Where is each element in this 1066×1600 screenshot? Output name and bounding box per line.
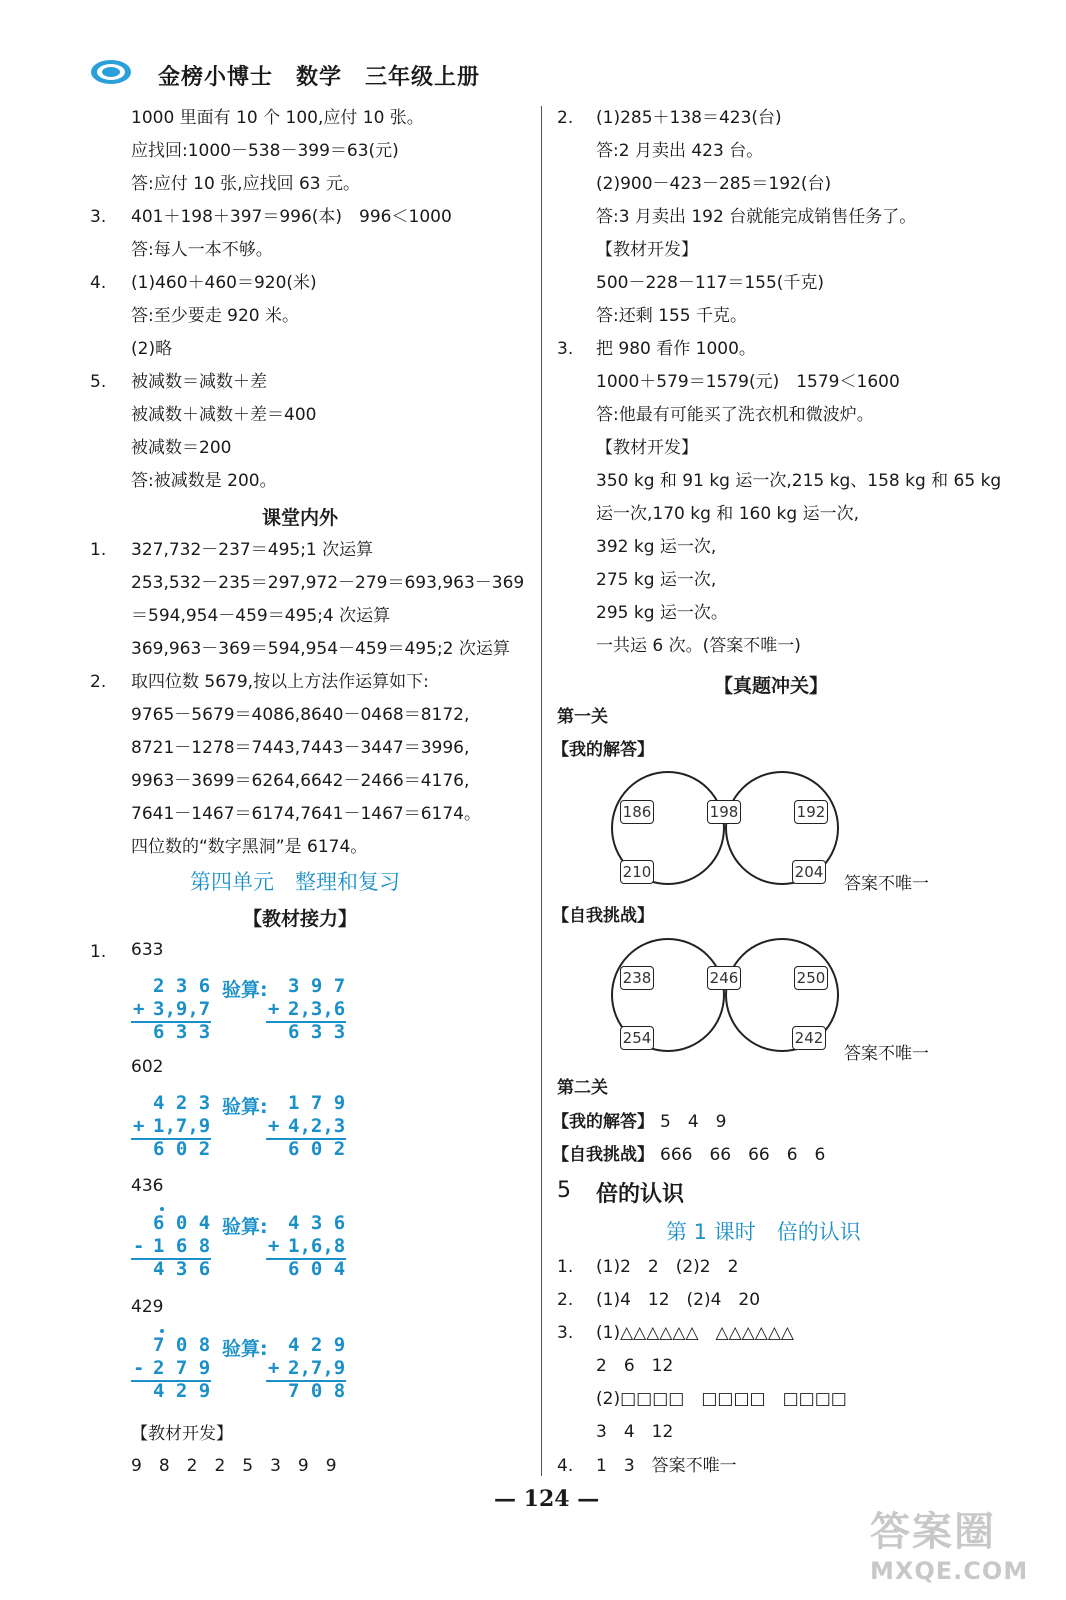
question-number: 4. xyxy=(90,273,107,293)
subsection-label: 【自我挑战】 xyxy=(552,1145,654,1165)
text-line: 369,963－369＝594,954－459＝495;2 次运算 xyxy=(131,639,510,659)
calc-operand: 4,2,3 xyxy=(288,1115,346,1137)
calc-result: 6 3 3 xyxy=(288,1021,346,1043)
calc-operand: 1 7 9 xyxy=(288,1092,346,1114)
borrow-dot xyxy=(160,1207,164,1211)
watermark-subtext: MXQE.COM xyxy=(870,1557,1029,1585)
text-line: 3 4 12 xyxy=(596,1422,674,1442)
calc-result: 4 3 6 xyxy=(153,1258,211,1280)
subsection-label: 【自我挑战】 xyxy=(552,906,654,926)
text-line: 1000 里面有 10 个 100,应付 10 张。 xyxy=(131,108,424,128)
calc-operand: 2,3,6 xyxy=(288,998,346,1020)
calc-result: 7 0 8 xyxy=(288,1380,346,1402)
text-line: 327,732－237＝495;1 次运算 xyxy=(131,540,374,560)
question-number: 5. xyxy=(90,372,107,392)
calc-answer: 602 xyxy=(131,1057,164,1077)
answer-values: 5 4 9 xyxy=(660,1112,727,1132)
text-line: (1)285＋138＝423(台) xyxy=(596,108,782,128)
section-heading: 课堂内外 xyxy=(262,507,339,529)
section-heading: 【真题冲关】 xyxy=(714,675,829,697)
calc-answer: 633 xyxy=(131,940,164,960)
answer-values: 666 66 66 6 6 xyxy=(660,1145,826,1165)
ring-number: 204 xyxy=(792,860,826,884)
text-line: (2)900－423－285＝192(台) xyxy=(596,174,832,194)
calc-result: 6 0 2 xyxy=(153,1138,211,1160)
calc-operand: 1,7,9 xyxy=(153,1115,211,1137)
text-line: 9765－5679＝4086,8640－0468＝8172, xyxy=(131,705,470,725)
lesson-heading: 第 1 课时 倍的认识 xyxy=(666,1220,861,1244)
question-number: 1. xyxy=(90,540,107,560)
calc-result: 6 0 2 xyxy=(288,1138,346,1160)
text-line: 答:应付 10 张,应找回 63 元。 xyxy=(131,174,361,194)
subsection-label: 【我的解答】 xyxy=(552,1112,654,1132)
subsection-label: 【我的解答】 xyxy=(552,740,654,760)
calc-operator: - xyxy=(133,1357,145,1379)
question-number: 1. xyxy=(557,1257,574,1277)
header-title: 金榜小博士 数学 三年级上册 xyxy=(158,65,481,90)
text-line: 被减数＝200 xyxy=(131,438,232,458)
calc-operator: + xyxy=(133,1115,145,1137)
text-line: 取四位数 5679,按以上方法作运算如下: xyxy=(131,672,429,692)
calc-operand: 2 7 9 xyxy=(153,1357,211,1379)
text-line: 1 3 答案不唯一 xyxy=(596,1456,737,1476)
section-heading: 【教材接力】 xyxy=(243,908,358,930)
calc-operator: + xyxy=(133,998,145,1020)
chapter-title: 倍的认识 xyxy=(596,1182,685,1207)
calc-result: 6 3 3 xyxy=(153,1021,211,1043)
calc-operand: 1,6,8 xyxy=(288,1235,346,1257)
calc-operator: + xyxy=(268,1235,280,1257)
calc-operand: 1 6 8 xyxy=(153,1235,211,1257)
calc-result: 4 2 9 xyxy=(153,1380,211,1402)
text-line: 被减数＋减数＋差＝400 xyxy=(131,405,317,425)
column-divider xyxy=(541,106,542,1476)
text-line: ＝594,954－459＝495;4 次运算 xyxy=(131,606,391,626)
calc-operand: 4 2 3 xyxy=(153,1092,211,1114)
text-line: 答:每人一本不够。 xyxy=(131,240,273,260)
check-label: 验算: xyxy=(222,1216,268,1238)
text-line: 500－228－117＝155(千克) xyxy=(596,273,825,293)
text-line: 401＋198＋397＝996(本) 996＜1000 xyxy=(131,207,452,227)
calc-operand: 2 3 6 xyxy=(153,975,211,997)
calc-operator: + xyxy=(268,998,280,1020)
text-line: (1)460＋460＝920(米) xyxy=(131,273,317,293)
calc-answer: 429 xyxy=(131,1297,164,1317)
text-line: 295 kg 运一次。 xyxy=(596,603,728,623)
calc-operand: 4 2 9 xyxy=(288,1334,346,1356)
calc-operand: 4 3 6 xyxy=(288,1212,346,1234)
watermark-text: 答案圈 xyxy=(870,1509,996,1555)
text-line: 运一次,170 kg 和 160 kg 运一次, xyxy=(596,504,859,524)
question-number: 3. xyxy=(557,1323,574,1343)
ring-number: 198 xyxy=(707,800,741,824)
question-number: 2. xyxy=(557,1290,574,1310)
calc-operand: 2,7,9 xyxy=(288,1357,346,1379)
calc-result: 6 0 4 xyxy=(288,1258,346,1280)
text-line: 7641－1467＝6174,7641－1467＝6174。 xyxy=(131,804,481,824)
unit-heading: 第四单元 整理和复习 xyxy=(190,870,400,894)
note: 答案不唯一 xyxy=(844,874,929,894)
text-line: 8721－1278＝7443,7443－3447＝3996, xyxy=(131,738,470,758)
calc-operand: 6 0 4 xyxy=(153,1212,211,1234)
text-line: 答:2 月卖出 423 台。 xyxy=(596,141,764,161)
text-line: 一共运 6 次。(答案不唯一) xyxy=(596,636,801,656)
calc-operand: 3 9 7 xyxy=(288,975,346,997)
note: 答案不唯一 xyxy=(844,1044,929,1064)
question-number: 1. xyxy=(90,942,107,962)
check-label: 验算: xyxy=(222,979,268,1001)
ring-number: 192 xyxy=(794,800,828,824)
answer-digits: 9 8 2 2 5 3 9 9 xyxy=(131,1456,337,1476)
ring-number: 186 xyxy=(620,800,654,824)
text-line: (1)△△△△△△ △△△△△△ xyxy=(596,1323,794,1343)
borrow-dot xyxy=(160,1329,164,1333)
ring-number: 250 xyxy=(794,966,828,990)
calc-operand: 7 0 8 xyxy=(153,1334,211,1356)
text-line: (2)□□□□ □□□□ □□□□ xyxy=(596,1389,847,1409)
question-number: 2. xyxy=(557,108,574,128)
chapter-number: 5 xyxy=(557,1178,571,1203)
text-line: (1)4 12 (2)4 20 xyxy=(596,1290,761,1310)
page-number: — 124 — xyxy=(494,1486,600,1512)
brand-logo-icon xyxy=(90,58,132,86)
text-line: 答:他最有可能买了洗衣机和微波炉。 xyxy=(596,405,874,425)
text-line: 答:被减数是 200。 xyxy=(131,471,277,491)
subsection-label: 【教材开发】 xyxy=(596,438,698,458)
text-line: 1000＋579＝1579(元) 1579＜1600 xyxy=(596,372,900,392)
question-number: 3. xyxy=(557,339,574,359)
text-line: 253,532－235＝297,972－279＝693,963－369 xyxy=(131,573,525,593)
question-number: 4. xyxy=(557,1456,574,1476)
ring-number: 242 xyxy=(792,1026,826,1050)
text-line: 四位数的“数字黑洞”是 6174。 xyxy=(131,837,368,857)
calc-operator: + xyxy=(268,1115,280,1137)
text-line: 答:3 月卖出 192 台就能完成销售任务了。 xyxy=(596,207,917,227)
calc-operator: + xyxy=(268,1357,280,1379)
text-line: 350 kg 和 91 kg 运一次,215 kg、158 kg 和 65 kg xyxy=(596,471,1002,491)
ring-number: 210 xyxy=(620,860,654,884)
text-line: 275 kg 运一次, xyxy=(596,570,717,590)
question-number: 3. xyxy=(90,207,107,227)
check-label: 验算: xyxy=(222,1338,268,1360)
watermark-logo xyxy=(870,1500,1030,1590)
text-line: 应找回:1000－538－399＝63(元) xyxy=(131,141,399,161)
text-line: (2)略 xyxy=(131,339,173,359)
calc-operator: - xyxy=(133,1235,145,1257)
calc-answer: 436 xyxy=(131,1176,164,1196)
text-line: 答:还剩 155 千克。 xyxy=(596,306,747,326)
text-line: 392 kg 运一次, xyxy=(596,537,717,557)
text-line: 被减数＝减数＋差 xyxy=(131,372,267,392)
calc-operand: 3,9,7 xyxy=(153,998,211,1020)
ring-number: 238 xyxy=(620,966,654,990)
level-label: 第一关 xyxy=(557,707,608,727)
subsection-label: 【教材开发】 xyxy=(131,1424,233,1444)
text-line: 9963－3699＝6264,6642－2466＝4176, xyxy=(131,771,470,791)
subsection-label: 【教材开发】 xyxy=(596,240,698,260)
ring-number: 246 xyxy=(707,966,741,990)
text-line: 把 980 看作 1000。 xyxy=(596,339,756,359)
level-label: 第二关 xyxy=(557,1078,608,1098)
check-label: 验算: xyxy=(222,1096,268,1118)
text-line: 答:至少要走 920 米。 xyxy=(131,306,299,326)
text-line: (1)2 2 (2)2 2 xyxy=(596,1257,739,1277)
ring-number: 254 xyxy=(620,1026,654,1050)
question-number: 2. xyxy=(90,672,107,692)
text-line: 2 6 12 xyxy=(596,1356,674,1376)
